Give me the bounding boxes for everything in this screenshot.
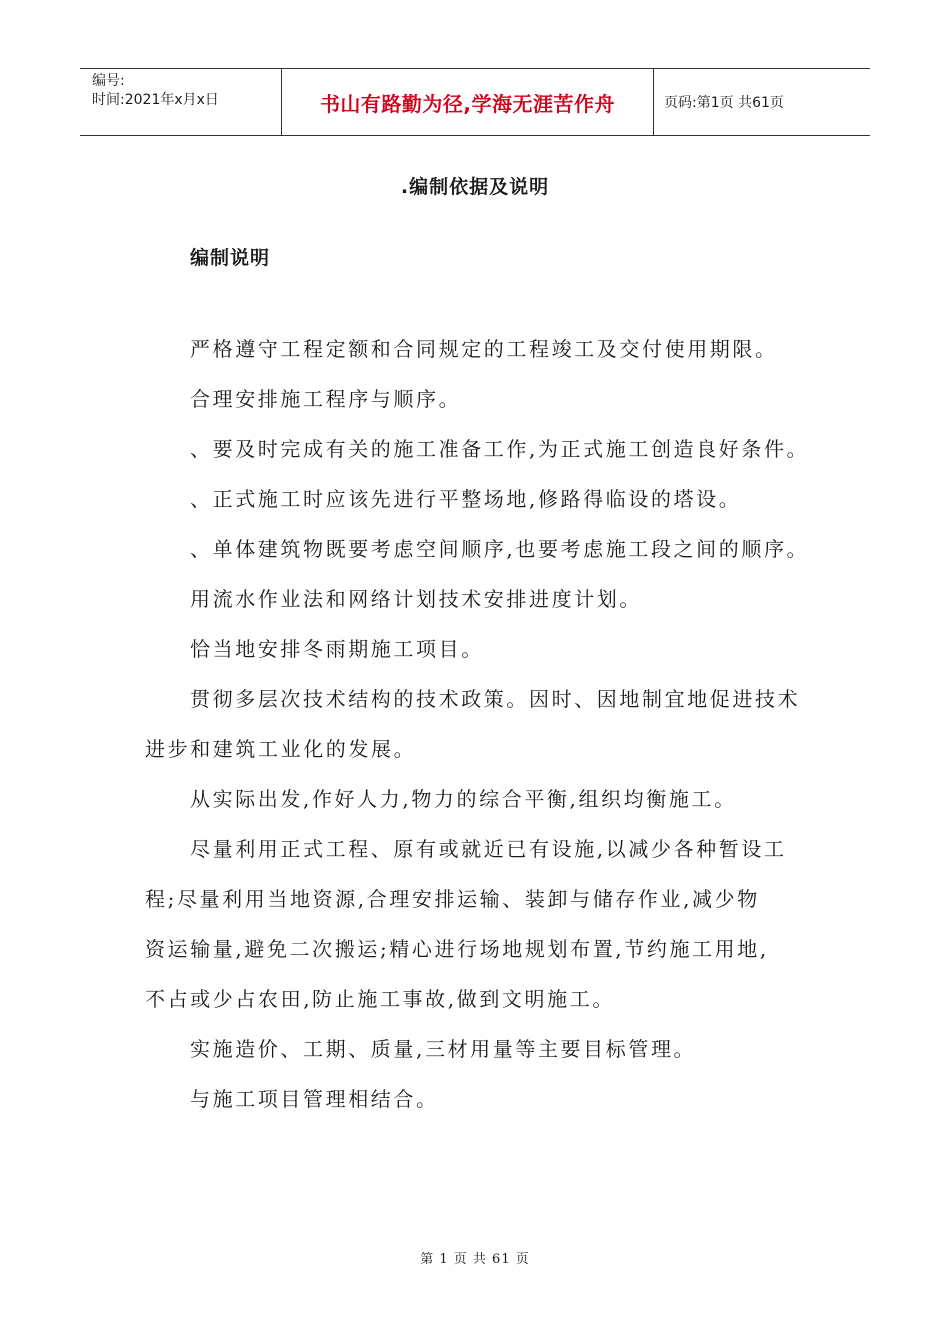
body-line: 用流水作业法和网络计划技术安排进度计划。 [190,587,642,611]
section-heading: 编制说明 [190,247,271,269]
body-line: 合理安排施工程序与顺序。 [190,387,462,411]
document-title: .编制依据及说明 [400,176,550,198]
header-table [80,68,870,136]
body-line: 贯彻多层次技术结构的技术政策。因时、因地制宜地促进技术 [190,687,801,711]
body-line: 实施造价、工期、质量,三材用量等主要目标管理。 [190,1037,697,1061]
body-line: 资运输量,避免二次搬运;精心进行场地规划布置,节约施工用地, [145,937,769,961]
header-motto: 书山有路勤为径,学海无涯苦作舟 [282,69,654,135]
header-meta-cell [80,69,282,135]
body-line: 、单体建筑物既要考虑空间顺序,也要考虑施工段之间的顺序。 [190,537,810,561]
body-line: 程;尽量利用当地资源,合理安排运输、装卸与储存作业,减少物 [145,887,760,911]
body-line: 与施工项目管理相结合。 [190,1087,439,1111]
body-line: 不占或少占农田,防止施工事故,做到文明施工。 [145,987,615,1011]
page-footer: 第 1 页 共 61 页 [420,1252,530,1267]
body-line: 严格遵守工程定额和合同规定的工程竣工及交付使用期限。 [190,337,778,361]
body-line: 、要及时完成有关的施工准备工作,为正式施工创造良好条件。 [190,437,810,461]
body-line: 、正式施工时应该先进行平整场地,修路得临设的塔设。 [190,487,742,511]
document-number-label: 编号: [92,73,125,89]
header-page-info: 页码:第1页 共61页 [664,95,784,111]
body-line: 进步和建筑工业化的发展。 [145,737,417,761]
body-line: 从实际出发,作好人力,物力的综合平衡,组织均衡施工。 [190,787,737,811]
body-line: 尽量利用正式工程、原有或就近已有设施,以减少各种暂设工 [190,837,787,861]
body-line: 恰当地安排冬雨期施工项目。 [190,637,484,661]
document-time-label: 时间:2021年x月x日 [92,92,219,108]
